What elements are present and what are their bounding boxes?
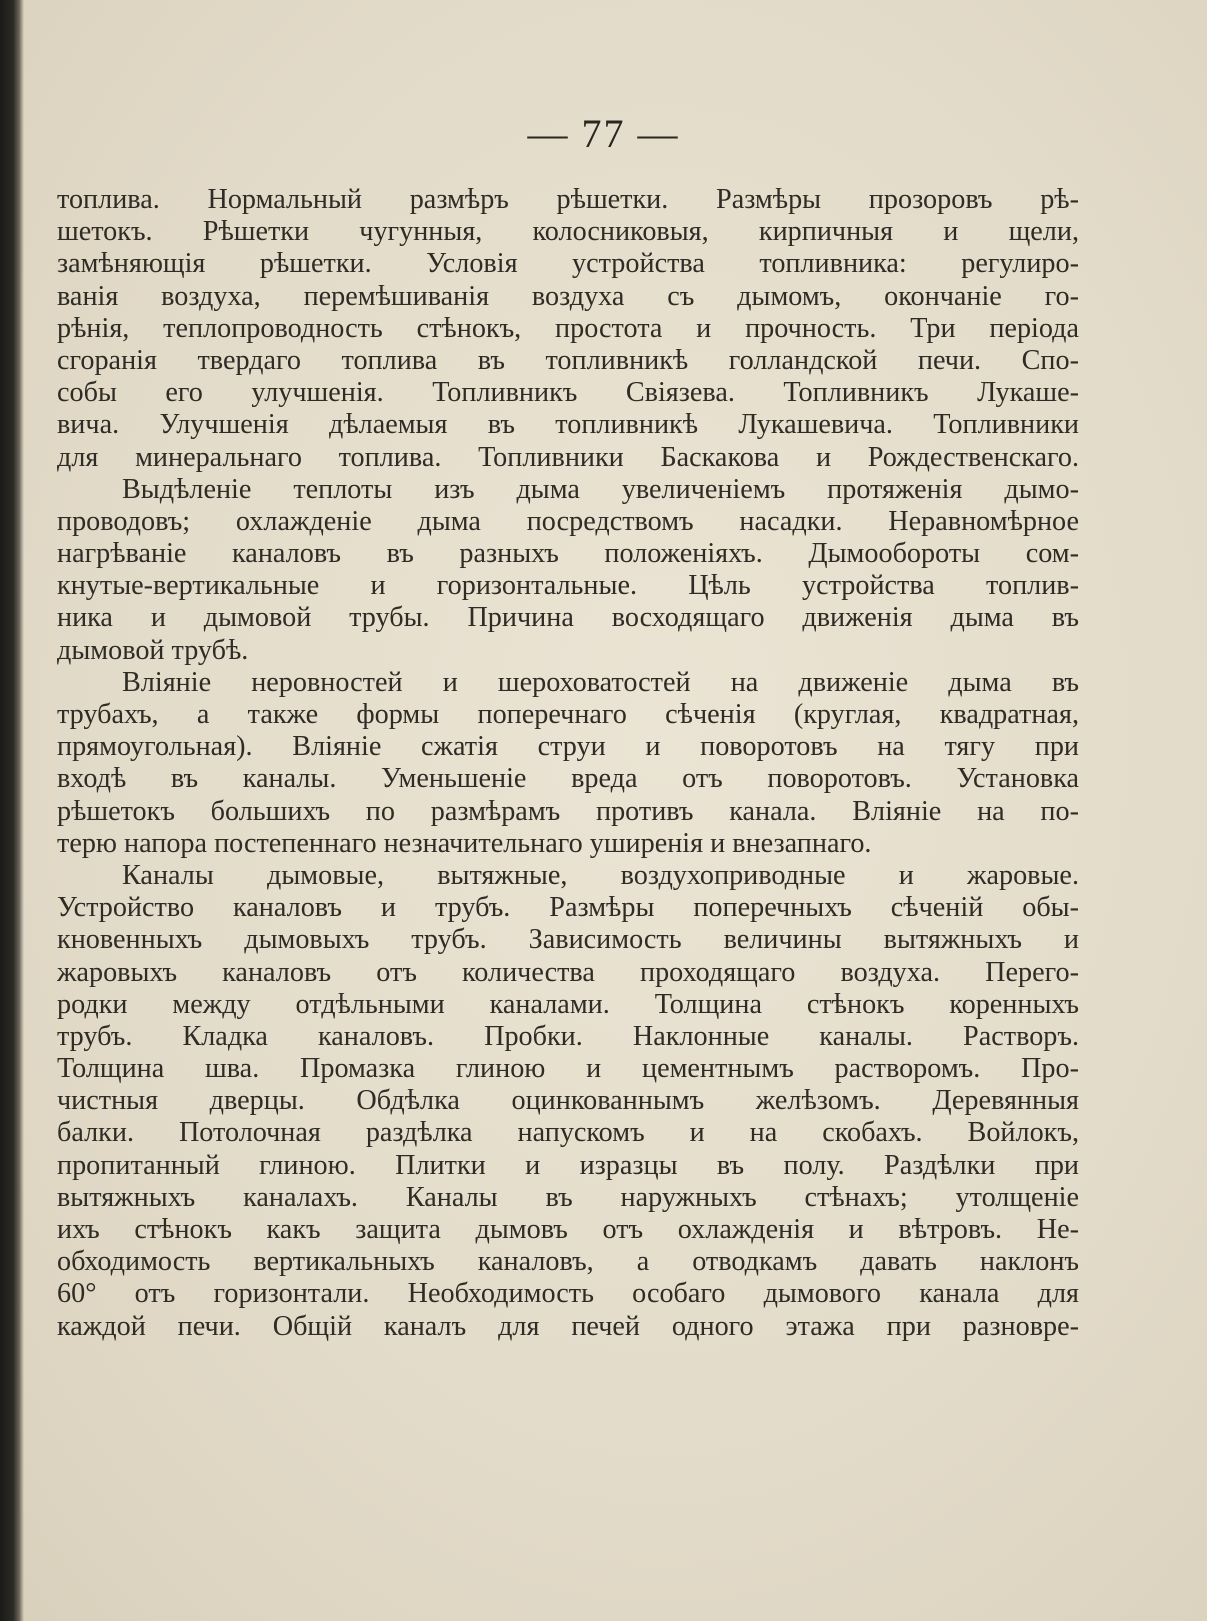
text-line: обходимость вертикальныхъ каналовъ, а отводкамъ давать наклонъ — [57, 1246, 1079, 1278]
text-line: проводовъ; охлажденіе дыма посредствомъ насадки. Неравномѣрное — [57, 505, 1079, 537]
body-text — [57, 184, 1079, 1343]
text-line: Каналы дымовые, вытяжные, воздухоприводные и жаровые. — [122, 859, 1079, 891]
text-line: 60° отъ горизонтали. Необходимость особаго дымового канала для — [57, 1278, 1079, 1310]
page-number: — 77 — — [527, 111, 680, 156]
text-line: ванія воздуха, перемѣшиванія воздуха съ дымомъ, окончаніе го- — [57, 280, 1079, 312]
text-line: вича. Улучшенія дѣлаемыя въ топливникѣ Лукашевича. Топливники — [57, 409, 1079, 441]
text-line: собы его улучшенія. Топливникъ Свіязева. Топливникъ Лукаше- — [57, 377, 1079, 409]
text-line: родки между отдѣльными каналами. Толщина стѣнокъ коренныхъ — [57, 988, 1079, 1020]
text-line: прямоугольная). Вліяніе сжатія струи и поворотовъ на тягу при — [57, 731, 1079, 763]
text-line: рѣшетокъ большихъ по размѣрамъ противъ канала. Вліяніе на по- — [57, 795, 1079, 827]
text-line: кновенныхъ дымовыхъ трубъ. Зависимость величины вытяжныхъ и — [57, 924, 1079, 956]
text-line: жаровыхъ каналовъ отъ количества проходящаго воздуха. Перего- — [57, 956, 1079, 988]
text-line: Выдѣленіе теплоты изъ дыма увеличеніемъ протяженія дымо- — [122, 473, 1079, 505]
text-line: терю напора постепеннаго незначительнаго уширенія и внезапнаго. — [57, 827, 872, 859]
text-line: трубъ. Кладка каналовъ. Пробки. Наклонные каналы. Растворъ. — [57, 1020, 1079, 1052]
text-line: Устройство каналовъ и трубъ. Размѣры поперечныхъ сѣченій обы- — [57, 892, 1079, 924]
text-line: кнутые-вертикальные и горизонтальные. Цѣль устройства топлив- — [57, 570, 1079, 602]
text-line: ихъ стѣнокъ какъ защита дымовъ отъ охлажденія и вѣтровъ. Не- — [57, 1214, 1079, 1245]
text-line: входѣ въ каналы. Уменьшеніе вреда отъ поворотовъ. Установка — [57, 763, 1079, 795]
text-line: рѣнія, теплопроводность стѣнокъ, простота и прочность. Три періода — [57, 312, 1079, 344]
book-binding-edge — [0, 0, 24, 1621]
text-line: сгоранія твердаго топлива въ топливникѣ голландской печи. Спо- — [57, 344, 1079, 376]
text-line: топлива. Нормальный размѣръ рѣшетки. Размѣры прозоровъ рѣ- — [57, 184, 1079, 215]
text-line: балки. Потолочная раздѣлка напускомъ и на скобахъ. Войлокъ, — [57, 1117, 1079, 1149]
text-line: Толщина шва. Промазка глиною и цементнымъ растворомъ. Про- — [57, 1053, 1079, 1085]
text-line: для минеральнаго топлива. Топливники Баскакова и Рождественскаго. — [57, 441, 1079, 473]
text-line: замѣняющія рѣшетки. Условія устройства топливника: регулиро- — [57, 248, 1079, 280]
text-line: чистныя дверцы. Обдѣлка оцинкованнымъ желѣзомъ. Деревянныя — [57, 1085, 1079, 1117]
text-line: вытяжныхъ каналахъ. Каналы въ наружныхъ стѣнахъ; утолщеніе — [57, 1181, 1079, 1213]
text-line: трубахъ, а также формы поперечнаго сѣченія (круглая, квадратная, — [57, 699, 1079, 730]
text-line: ника и дымовой трубы. Причина восходящаго движенія дыма въ — [57, 602, 1079, 634]
text-line: каждой печи. Общій каналъ для печей одного этажа при разновре- — [57, 1310, 1079, 1342]
text-line: Вліяніе неровностей и шероховатостей на движеніе дыма въ — [122, 666, 1079, 698]
text-line: шетокъ. Рѣшетки чугунныя, колосниковыя, кирпичныя и щели, — [57, 216, 1079, 248]
text-line: дымовой трубѣ. — [57, 634, 249, 666]
text-line: пропитанный глиною. Плитки и изразцы въ полу. Раздѣлки при — [57, 1149, 1079, 1181]
text-line: нагрѣваніе каналовъ въ разныхъ положеніяхъ. Дымообороты сом- — [57, 538, 1079, 570]
